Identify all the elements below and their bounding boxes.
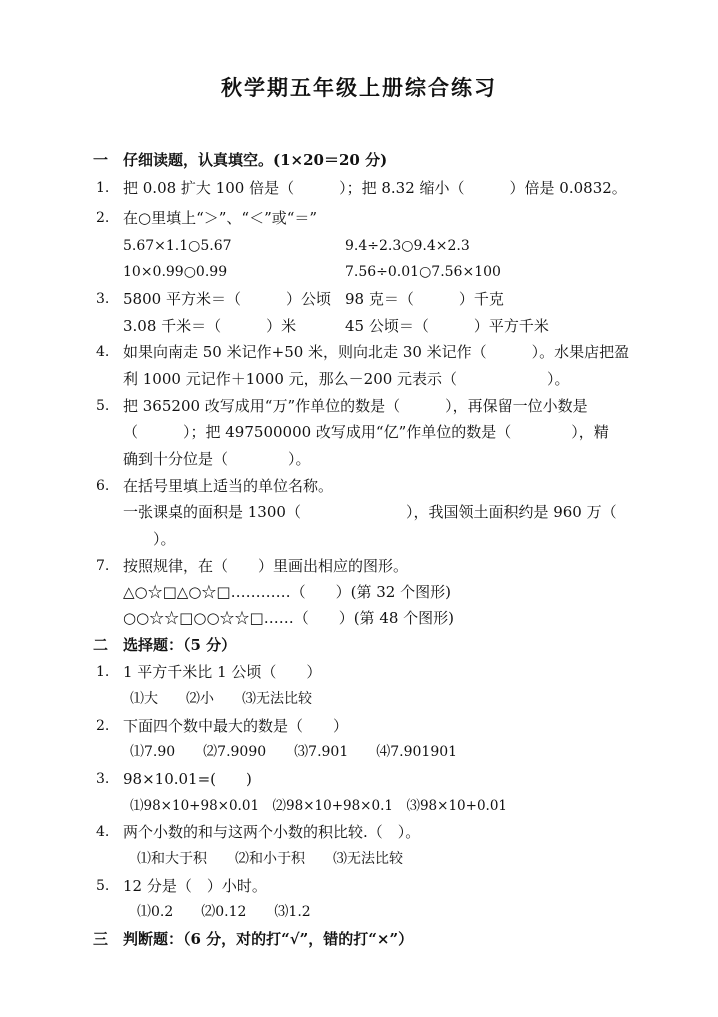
section-heading-1: 仔细读题，认真填空。(1×20＝20 分) <box>123 151 388 169</box>
section-numeral-2: 二 <box>93 636 109 654</box>
question-text: 把 365200 改写成用“万”作单位的数是（ ），再保留一位小数是 <box>123 397 588 415</box>
question-text: 确到十分位是（ ）。 <box>123 450 311 468</box>
comparison-item: 7.56÷0.01○7.56×100 <box>345 264 501 280</box>
question-options: ⑴大 ⑵小 ⑶无法比较 <box>130 691 312 707</box>
question-number: 3. <box>96 771 110 787</box>
question-text: ）。 <box>123 530 176 548</box>
question-text: 如果向南走 50 米记作+50 米，则向北走 30 米记作（ ）。水果店把盈 <box>123 343 630 361</box>
question-text: （ ）；把 497500000 改写成用“亿”作单位的数是（ ），精 <box>123 423 609 441</box>
question-text: 一张课桌的面积是 1300（ ），我国领土面积约是 960 万（ <box>123 503 617 521</box>
question-text: 下面四个数中最大的数是（ ） <box>123 717 349 735</box>
question-number: 5. <box>96 878 110 894</box>
question-number: 7. <box>96 558 110 574</box>
question-options: ⑴和大于积 ⑵和小于积 ⑶无法比较 <box>137 851 403 867</box>
question-text: 把 0.08 扩大 100 倍是（ ）；把 8.32 缩小（ ）倍是 0.0832。 <box>123 179 627 197</box>
question-number: 4. <box>96 344 110 360</box>
question-number: 2. <box>96 210 110 226</box>
question-number: 2. <box>96 718 110 734</box>
question-number: 4. <box>96 824 110 840</box>
conversion-item: 5800 平方米＝（ ）公顷 <box>123 290 331 308</box>
question-number: 1. <box>96 664 110 680</box>
section-numeral-3: 三 <box>93 930 109 948</box>
page-title: 秋学期五年级上册综合练习 <box>221 75 497 100</box>
question-options: ⑴0.2 ⑵0.12 ⑶1.2 <box>137 904 311 920</box>
pattern-row: △○☆□△○☆□…………（ ）(第 32 个图形) <box>123 583 451 601</box>
question-options: ⑴7.90 ⑵7.9090 ⑶7.901 ⑷7.901901 <box>130 744 458 760</box>
conversion-item: 3.08 千米＝（ ）米 <box>123 317 297 335</box>
comparison-item: 10×0.99○0.99 <box>123 264 228 280</box>
question-text: 两个小数的和与这两个小数的积比较.（ ）。 <box>123 823 421 841</box>
conversion-item: 98 克＝（ ）千克 <box>345 290 504 308</box>
conversion-item: 45 公顷＝（ ）平方千米 <box>345 317 549 335</box>
question-number: 1. <box>96 180 110 196</box>
question-text: 利 1000 元记作＋1000 元，那么－200 元表示（ ）。 <box>123 370 570 388</box>
comparison-item: 5.67×1.1○5.67 <box>123 238 232 254</box>
section-heading-2: 选择题：（5 分） <box>123 636 237 654</box>
question-text: 98×10.01=( ) <box>123 770 252 788</box>
question-number: 6. <box>96 478 110 494</box>
question-text: 1 平方千米比 1 公顷（ ） <box>123 663 322 681</box>
comparison-item: 9.4÷2.3○9.4×2.3 <box>345 238 470 254</box>
question-text: 在○里填上“＞”、“＜”或“＝” <box>123 209 318 227</box>
question-text: 12 分是（ ）小时。 <box>123 877 267 895</box>
question-text: 按照规律，在（ ）里画出相应的图形。 <box>123 557 409 575</box>
section-heading-3: 判断题：（6 分，对的打“√”，错的打“×”） <box>123 930 414 948</box>
question-number: 5. <box>96 398 110 414</box>
question-number: 3. <box>96 291 110 307</box>
section-numeral-1: 一 <box>93 151 109 169</box>
question-text: 在括号里填上适当的单位名称。 <box>123 477 334 495</box>
pattern-row: ○○☆☆□○○☆☆□……（ ）(第 48 个图形) <box>123 609 455 627</box>
question-options: ⑴98×10+98×0.01 ⑵98×10+98×0.1 ⑶98×10+0.01 <box>130 798 508 814</box>
